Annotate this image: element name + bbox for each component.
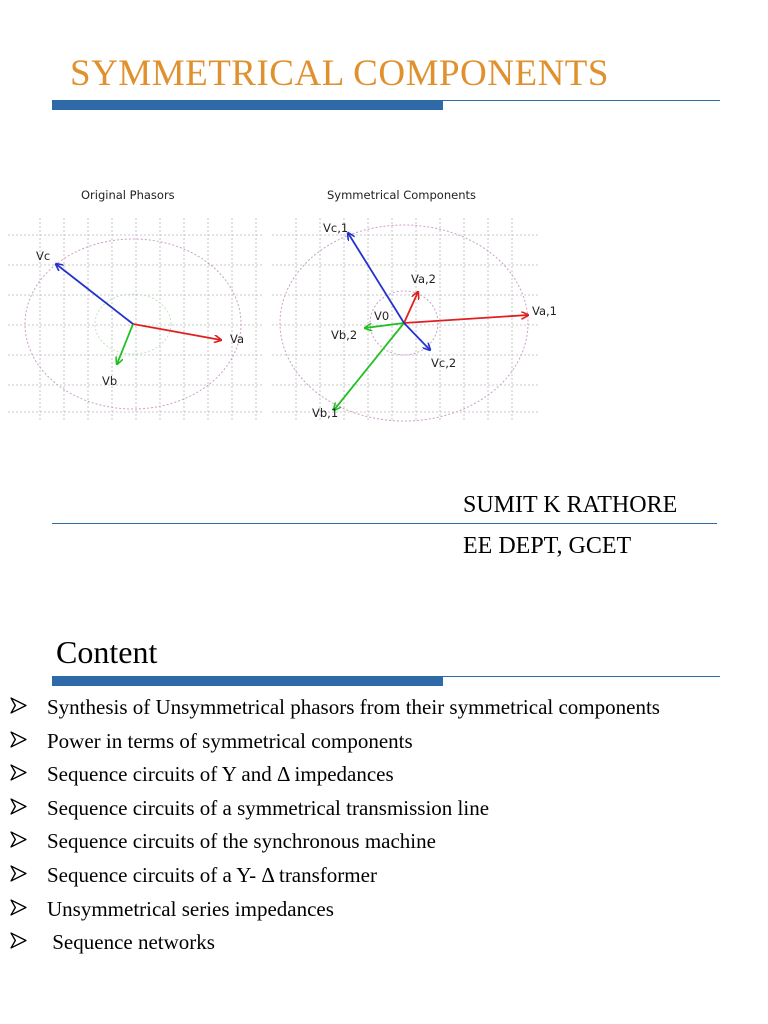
- slide-title: SYMMETRICAL COMPONENTS: [70, 53, 609, 94]
- list-item: [0, 794, 768, 828]
- list-item: [0, 928, 768, 962]
- vb-phasor: [117, 324, 133, 364]
- title-rule-thick: [52, 101, 443, 110]
- list-item: [0, 895, 768, 929]
- va2-label: Va,2: [411, 272, 436, 286]
- arrowhead-bullet-icon: [10, 932, 27, 949]
- arrowhead-bullet-icon: [10, 798, 27, 815]
- vc2-phasor: [404, 323, 430, 350]
- vc-phasor: [56, 264, 133, 324]
- list-item-text: Sequence circuits of Y and Δ impedances: [47, 762, 394, 787]
- vb2-phasor: [365, 323, 404, 328]
- symmetrical-components-heading: Symmetrical Components: [327, 188, 476, 202]
- list-item: [0, 693, 768, 727]
- list-item-text: Sequence circuits of a Y- Δ transformer: [47, 862, 377, 887]
- arrowhead-bullet-icon: [10, 899, 27, 916]
- author-dept: EE DEPT, GCET: [463, 533, 632, 559]
- list-item: [0, 760, 768, 794]
- content-list: [0, 693, 768, 962]
- v0-label: V0: [374, 309, 390, 323]
- list-item-text: Power in terms of symmetrical components: [47, 728, 413, 753]
- arrowhead-bullet-icon: [10, 764, 27, 781]
- author-rule: [52, 523, 717, 524]
- va1-phasor: [404, 315, 528, 323]
- arrowhead-bullet-icon: [10, 697, 27, 714]
- arrowhead-bullet-icon: [10, 865, 27, 882]
- author-name: SUMIT K RATHORE: [463, 492, 678, 518]
- content-title: Content: [56, 634, 158, 670]
- vc1-label: Vc,1: [323, 221, 349, 235]
- phasor-figure: [0, 180, 560, 430]
- original-phasors-heading: Original Phasors: [81, 188, 175, 202]
- vb1-label: Vb,1: [312, 406, 339, 420]
- list-item-text: Unsymmetrical series impedances: [47, 896, 334, 921]
- symmetrical-components-panel: [272, 188, 557, 421]
- list-item-text: Sequence circuits of the synchronous machine: [47, 829, 436, 854]
- list-item: [0, 861, 768, 895]
- vc-label: Vc: [36, 249, 51, 263]
- vb-label: Vb: [102, 374, 118, 388]
- vb2-label: Vb,2: [331, 328, 358, 342]
- arrowhead-bullet-icon: [10, 831, 27, 848]
- list-item-text: Synthesis of Unsymmetrical phasors from their symmetrical components: [47, 695, 660, 719]
- va-label: Va: [230, 332, 245, 346]
- va1-label: Va,1: [532, 304, 557, 318]
- list-item-text: Sequence networks: [47, 930, 215, 955]
- list-item: [0, 827, 768, 861]
- arrowhead-bullet-icon: [10, 731, 27, 748]
- vc2-label: Vc,2: [431, 356, 457, 370]
- content-rule-thick: [52, 677, 443, 686]
- list-item-text: Sequence circuits of a symmetrical transmission line: [47, 795, 490, 820]
- original-phasors-panel: [8, 188, 262, 420]
- list-item: [0, 727, 768, 761]
